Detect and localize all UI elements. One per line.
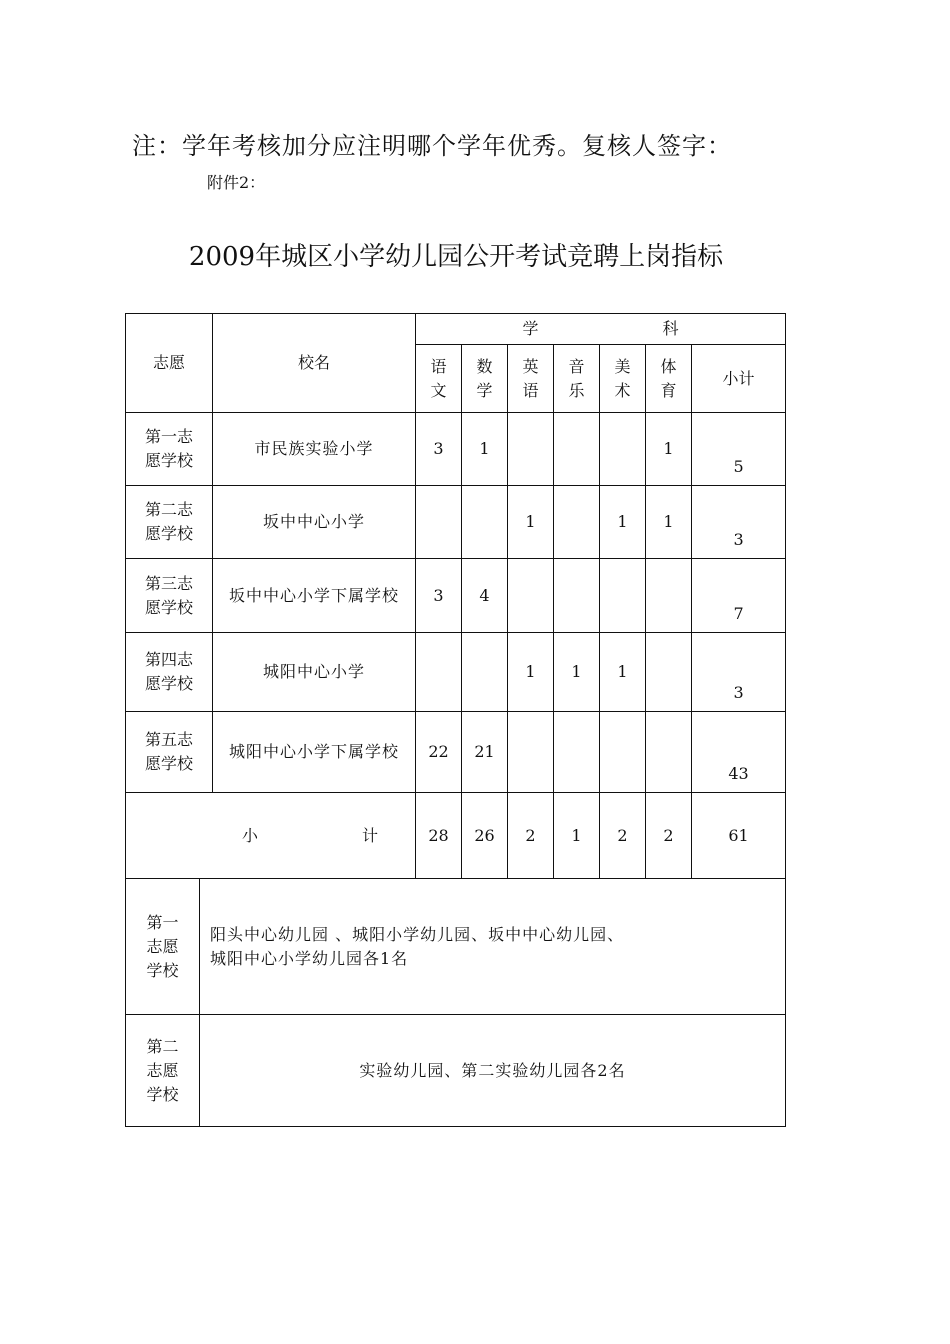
table-row bbox=[126, 486, 786, 559]
cell bbox=[508, 712, 554, 793]
cell bbox=[508, 413, 554, 486]
cell: 1 bbox=[646, 486, 692, 559]
cell bbox=[600, 712, 646, 793]
table-row bbox=[126, 633, 786, 712]
cell: 3 bbox=[416, 413, 462, 486]
header-school: 校名 bbox=[213, 314, 416, 413]
row-choice: 第二志 愿学校 bbox=[126, 486, 213, 559]
subject-math: 数 学 bbox=[462, 345, 508, 413]
row-choice: 第五志 愿学校 bbox=[126, 712, 213, 793]
row-total: 43 bbox=[692, 712, 786, 793]
row-school: 坂中中心小学下属学校 bbox=[213, 559, 416, 633]
table-row bbox=[126, 712, 786, 793]
kg-choice: 第二 志愿 学校 bbox=[126, 1015, 200, 1127]
cell: 1 bbox=[600, 633, 646, 712]
subject-music: 音 乐 bbox=[554, 345, 600, 413]
cell: 2 bbox=[508, 793, 554, 879]
cell: 1 bbox=[508, 486, 554, 559]
row-total: 5 bbox=[692, 413, 786, 486]
cell bbox=[600, 559, 646, 633]
header-choice: 志愿 bbox=[126, 314, 213, 413]
cell: 4 bbox=[462, 559, 508, 633]
cell bbox=[646, 559, 692, 633]
cell: 1 bbox=[646, 413, 692, 486]
kg-schools: 实验幼儿园、第二实验幼儿园各2名 bbox=[200, 1015, 786, 1127]
cell: 21 bbox=[462, 712, 508, 793]
row-school: 城阳中心小学 bbox=[213, 633, 416, 712]
cell bbox=[462, 633, 508, 712]
cell: 2 bbox=[600, 793, 646, 879]
kg-choice: 第一 志愿 学校 bbox=[126, 879, 200, 1015]
table-row bbox=[126, 413, 786, 486]
cell: 22 bbox=[416, 712, 462, 793]
cell bbox=[462, 486, 508, 559]
cell: 1 bbox=[554, 793, 600, 879]
row-choice: 第一志 愿学校 bbox=[126, 413, 213, 486]
summary-total: 61 bbox=[692, 793, 786, 879]
cell: 3 bbox=[416, 559, 462, 633]
cell bbox=[646, 712, 692, 793]
subject-english: 英 语 bbox=[508, 345, 554, 413]
cell: 1 bbox=[600, 486, 646, 559]
header-subject-a: 学 bbox=[522, 319, 539, 338]
subject-chinese: 语 文 bbox=[416, 345, 462, 413]
kindergarten-row bbox=[126, 1015, 786, 1127]
kg-schools: 阳头中心幼儿园 、城阳小学幼儿园、坂中中心幼儿园、 城阳中心小学幼儿园各1名 bbox=[200, 879, 786, 1015]
cell bbox=[416, 633, 462, 712]
cell bbox=[646, 633, 692, 712]
cell: 28 bbox=[416, 793, 462, 879]
row-total: 3 bbox=[692, 486, 786, 559]
row-school: 坂中中心小学 bbox=[213, 486, 416, 559]
header-subtotal: 小计 bbox=[692, 345, 786, 413]
header-subjects bbox=[416, 314, 786, 345]
cell bbox=[508, 559, 554, 633]
subject-art: 美 术 bbox=[600, 345, 646, 413]
cell: 1 bbox=[508, 633, 554, 712]
cell bbox=[554, 712, 600, 793]
row-school: 城阳中心小学下属学校 bbox=[213, 712, 416, 793]
cell bbox=[554, 413, 600, 486]
table-row bbox=[126, 559, 786, 633]
page-title: 2009年城区小学幼儿园公开考试竞聘上岗指标 bbox=[188, 242, 724, 272]
cell: 1 bbox=[462, 413, 508, 486]
cell bbox=[600, 413, 646, 486]
cell: 1 bbox=[554, 633, 600, 712]
row-choice: 第三志 愿学校 bbox=[126, 559, 213, 633]
row-school: 市民族实验小学 bbox=[213, 413, 416, 486]
cell bbox=[554, 486, 600, 559]
summary-row bbox=[126, 793, 786, 879]
row-total: 7 bbox=[692, 559, 786, 633]
summary-label: 小 计 bbox=[126, 793, 416, 879]
attachment-label: 附件2： bbox=[207, 173, 266, 192]
quota-table bbox=[125, 313, 785, 1127]
row-choice: 第四志 愿学校 bbox=[126, 633, 213, 712]
cell bbox=[416, 486, 462, 559]
kindergarten-row bbox=[126, 879, 786, 1015]
row-total: 3 bbox=[692, 633, 786, 712]
cell: 26 bbox=[462, 793, 508, 879]
footnote: 注：学年考核加分应注明哪个学年优秀。复核人签字： bbox=[132, 132, 732, 160]
header-subject-b: 科 bbox=[662, 319, 679, 338]
cell: 2 bbox=[646, 793, 692, 879]
cell bbox=[554, 559, 600, 633]
subject-pe: 体 育 bbox=[646, 345, 692, 413]
